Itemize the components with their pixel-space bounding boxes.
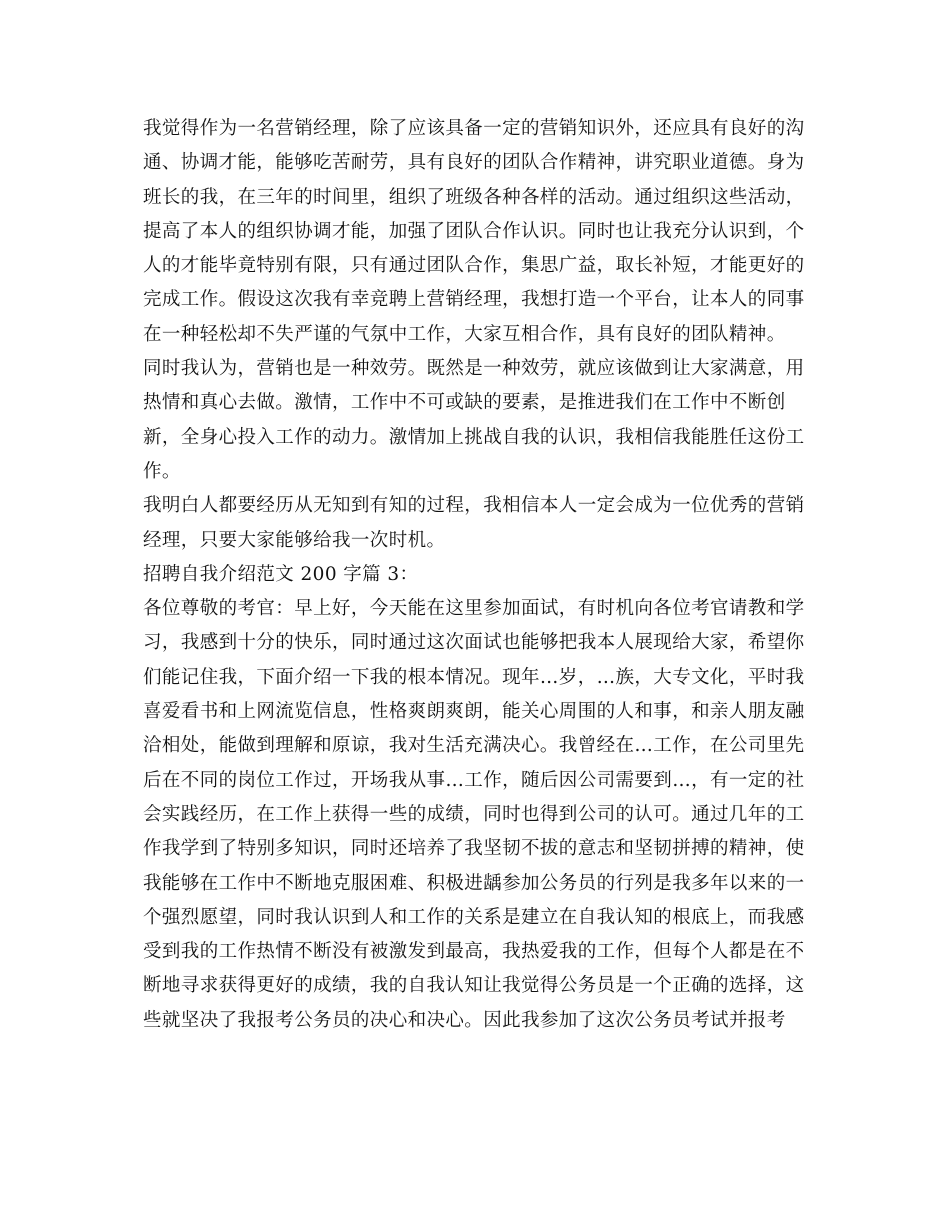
text-line: 习，我感到十分的快乐，同时通过这次面试也能够把我本人展现给大家，希望你 bbox=[143, 632, 805, 654]
text-line: 经理，只要大家能够给我一次时机。 bbox=[143, 529, 446, 551]
text-line: 我觉得作为一名营销经理，除了应该具备一定的营销知识外，还应具有良好的沟 bbox=[143, 118, 805, 139]
text-line: 各位尊敬的考官：早上好，今天能在这里参加面试，有时机向各位考官请教和学 bbox=[143, 598, 805, 620]
text-line: 受到我的工作热情不断没有被激发到最高，我热爱我的工作，但每个人都是在不 bbox=[143, 941, 805, 963]
body-text bbox=[143, 112, 823, 1038]
text-line: 在一种轻松却不失严谨的气氛中工作，大家互相合作，具有良好的团队精神。 bbox=[143, 323, 786, 345]
text-line: 同时我认为，营销也是一种效劳。既然是一种效劳，就应该做到让大家满意，用 bbox=[143, 358, 805, 380]
text-line: 洽相处，能做到理解和原谅，我对生活充满决心。我曾经在…工作，在公司里先 bbox=[143, 735, 805, 757]
text-line: 班长的我，在三年的时间里，组织了班级各种各样的活动。通过组织这些活动， bbox=[143, 186, 805, 208]
section-heading: 招聘自我介绍范文 200 字篇 3： bbox=[143, 563, 419, 585]
text-line: 通、协调才能，能够吃苦耐劳，具有良好的团队合作精神，讲究职业道德。身为 bbox=[143, 152, 805, 174]
text-line: 个强烈愿望，同时我认识到人和工作的关系是建立在自我认知的根底上，而我感 bbox=[143, 906, 805, 928]
text-line: 断地寻求获得更好的成绩，我的自我认知让我觉得公务员是一个正确的选择，这 bbox=[143, 975, 805, 997]
text-line: 会实践经历，在工作上获得一些的成绩，同时也得到公司的认可。通过几年的工 bbox=[143, 803, 805, 825]
text-line: 完成工作。假设这次我有幸竞聘上营销经理，我想打造一个平台，让本人的同事 bbox=[143, 289, 805, 311]
text-line: 作。 bbox=[143, 460, 181, 482]
text-line: 作我学到了特别多知识，同时还培养了我坚韧不拔的意志和坚韧拼搏的精神，使 bbox=[143, 838, 805, 860]
text-line: 些就坚决了我报考公务员的决心和决心。因此我参加了这次公务员考试并报考 bbox=[143, 1009, 786, 1031]
text-line: 我能够在工作中不断地克服困难、积极进龋参加公务员的行列是我多年以来的一 bbox=[143, 872, 805, 894]
text-line: 新，全身心投入工作的动力。激情加上挑战自我的认识，我相信我能胜任这份工 bbox=[143, 426, 805, 448]
text-line: 我明白人都要经历从无知到有知的过程，我相信本人一定会成为一位优秀的营销 bbox=[143, 495, 805, 517]
text-line: 提高了本人的组织协调才能，加强了团队合作认识。同时也让我充分认识到，个 bbox=[143, 220, 805, 242]
text-line: 人的才能毕竟特别有限，只有通过团队合作，集思广益，取长补短，才能更好的 bbox=[143, 255, 805, 277]
text-line: 热情和真心去做。激情，工作中不可或缺的要素，是推进我们在工作中不断创 bbox=[143, 392, 786, 414]
text-line: 们能记住我，下面介绍一下我的根本情况。现年…岁，…族，大专文化，平时我 bbox=[143, 666, 805, 688]
text-line: 后在不同的岗位工作过，开场我从事…工作，随后因公司需要到…，有一定的社 bbox=[143, 769, 805, 791]
text-line: 喜爱看书和上网流览信息，性格爽朗爽朗，能关心周围的人和事，和亲人朋友融 bbox=[143, 701, 805, 723]
